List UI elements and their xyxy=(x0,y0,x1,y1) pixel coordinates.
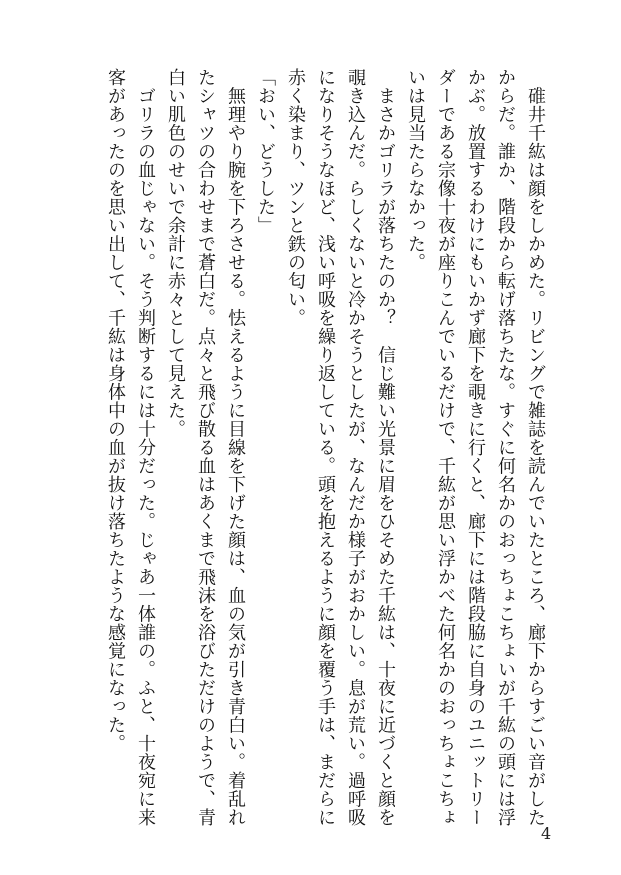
paragraph-2: まさかゴリラが落ちたのか？ 信じ難い光景に眉をひそめた千紘は、十夜に近づくと顔を覗き込んだ。らしくないと冷かそうとしたが、なんだか様子がおかしい。息が荒い。過呼吸になりそうなほど、浅い呼吸を繰り返している。頭を抱えるように顔を覆う手は、まだらに赤く染まり、ツンと鉄の匂い。 xyxy=(285,68,396,827)
paragraph-5: ゴリラの血じゃない。そう判断するには十分だった。じゃあ一体誰の。ふと、十夜宛に来客があったのを思い出して、千紘は身体中の血が抜け落ちたような感覚になった。 xyxy=(105,68,156,827)
paragraph-3-dialogue: 「おい、どうした」 xyxy=(255,68,276,235)
page-number: 4 xyxy=(541,824,552,843)
paragraph-1: 碓井千紘は顔をしかめた。リビングで雑誌を読んでいたところ、廊下からすごい音がしたからだ。誰か、階段から転げ落ちたな。すぐに何名かのおっちょこちょいが千紘の頭には浮かぶ。放置するわけにもいかず廊下を覗きに行くと、廊下には階段脇に自身のユニットリーダーである宗像十夜が座りこんでいるだけで、千紘が思い浮かべた何名かのおっちょこちょいは見当たらなかった。 xyxy=(405,68,546,827)
paragraph-4: 無理やり腕を下ろさせる。怯えるように目線を下げた顔は、血の気が引き青白い。着乱れたシャツの合わせまで蒼白だ。点々と飛び散る血はあくまで飛沫を浴びただけのようで、青白い肌色のせいで余計に赤々として見えた。 xyxy=(165,68,246,827)
body-text xyxy=(70,68,550,828)
